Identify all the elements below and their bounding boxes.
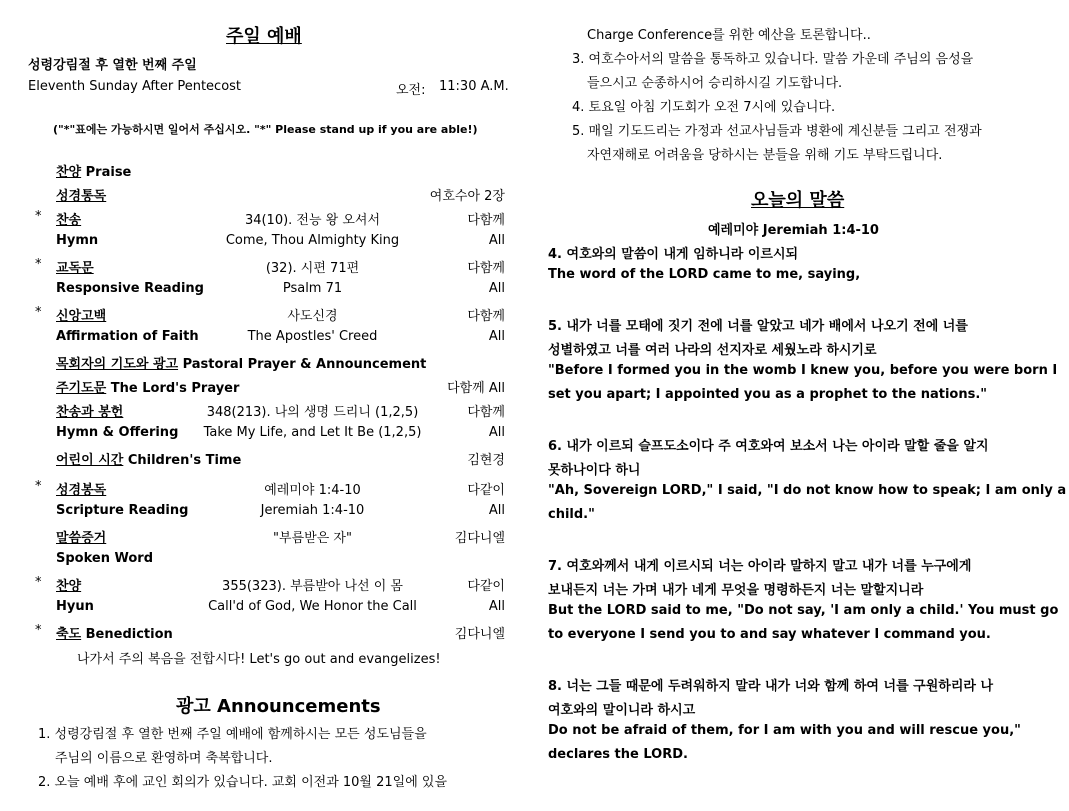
order-item-leader: 다함께 All: [447, 381, 505, 396]
verse-line: 4. 여호와의 말씀이 내게 임하니라 이르시되: [548, 247, 799, 262]
order-item-title: Hyun: [56, 599, 94, 614]
order-item-label: [56, 161, 131, 180]
verse-line: 8. 너는 그들 때문에 두려워하지 말라 내가 너와 함께 하여 너를 구원하리라 나: [548, 679, 994, 694]
order-item-leader: All: [488, 599, 505, 614]
order-item-label: [56, 185, 106, 204]
announcement-line: 자연재해로 어려움을 당하시는 분들을 위해 기도 부탁드립니다.: [587, 148, 943, 163]
order-item-detail: Call'd of God, We Honor the Call: [208, 599, 417, 614]
order-item-detail: 355(323). 부름받아 나선 이 몸: [222, 579, 403, 594]
verse-line: to everyone I send you to and say whatever I command you.: [548, 627, 991, 642]
worship-title: 주일 예배: [226, 26, 302, 47]
verse-line: 7. 여호와께서 내게 이르시되 너는 아이라 말하지 말고 내가 너를 누구에게: [548, 559, 972, 574]
passage-reference: 예레미야 Jeremiah 1:4-10: [708, 223, 879, 238]
order-item-detail: 예레미야 1:4-10: [264, 483, 361, 498]
standing-marker: *: [35, 575, 42, 590]
standing-marker: *: [35, 209, 42, 224]
order-item-detail: (32). 시편 71편: [265, 261, 360, 276]
order-item-title: Responsive Reading: [56, 281, 204, 296]
standing-marker: *: [35, 257, 42, 272]
order-item-label: [56, 353, 426, 372]
announcement-line: Charge Conference를 위한 예산을 토론합니다..: [587, 28, 871, 43]
order-item-leader: All: [488, 233, 505, 248]
verse-line: 보내든지 너는 가며 내가 네게 무엇을 명령하든지 너는 말할지니라: [548, 583, 924, 598]
order-item-title-en: Children's Time: [123, 453, 242, 468]
order-item-detail: 34(10). 전능 왕 오셔서: [244, 213, 381, 228]
standing-marker: *: [35, 479, 42, 494]
order-item-leader: All: [488, 329, 505, 344]
order-item-label: [56, 599, 94, 614]
order-item-label: [56, 401, 123, 420]
order-item-label: [56, 425, 178, 440]
verse-line: The word of the LORD came to me, saying,: [548, 267, 861, 282]
time-label: 오전:: [396, 83, 426, 98]
standing-marker: *: [35, 623, 42, 638]
order-item-leader: All: [488, 281, 505, 296]
order-item-title-en: Benediction: [81, 627, 173, 642]
order-item-title: Scripture Reading: [56, 503, 189, 518]
order-item-leader: 다함께: [467, 213, 505, 228]
verse-line: But the LORD said to me, "Do not say, 'I am only a child.' You must go: [548, 603, 1059, 618]
order-item-title: 교독문: [56, 261, 94, 276]
order-item-leader: All: [488, 425, 505, 440]
announcement-line: 주님의 이름으로 환영하며 축복합니다.: [55, 751, 273, 766]
order-item-title: 찬양: [56, 579, 82, 594]
order-item-title: 목회자의 기도와 광고: [56, 357, 179, 372]
order-item-detail: Come, Thou Almighty King: [225, 233, 400, 248]
announcement-line: 2. 오늘 예배 후에 교인 회의가 있습니다. 교회 이전과 10월 21일에 있을: [38, 775, 448, 790]
order-item-leader: All: [488, 503, 505, 518]
order-item-leader: 다함께: [467, 309, 505, 324]
order-item-label: [56, 503, 188, 518]
verse-line: 5. 내가 너를 모태에 짓기 전에 너를 알았고 네가 배에서 나오기 전에 너를: [548, 319, 968, 334]
order-item-title: 어린이 시간: [56, 453, 124, 468]
order-item-leader: 김다니엘: [454, 627, 505, 642]
order-item-title-en: Praise: [81, 165, 132, 180]
order-item-detail: Jeremiah 1:4-10: [260, 503, 365, 518]
announcement-line: 4. 토요일 아침 기도회가 오전 7시에 있습니다.: [572, 100, 836, 115]
order-item-label: [56, 551, 153, 566]
verse-line: 6. 내가 이르되 슬프도소이다 주 여호와여 보소서 나는 아이라 말할 줄을 알지: [548, 439, 989, 454]
order-item-leader: 김다니엘: [454, 531, 505, 546]
verse-line: "Before I formed you in the womb I knew you, before you were born I: [548, 363, 1058, 378]
todays-word-title: 오늘의 말씀: [751, 190, 845, 211]
order-item-title: Hymn: [56, 233, 99, 248]
order-item-title: 성경봉독: [56, 483, 107, 498]
order-item-leader: 다같이: [467, 483, 505, 498]
order-item-detail: 사도신경: [287, 309, 338, 324]
order-item-title: Hymn & Offering: [56, 425, 179, 440]
verse-line: 못하나이다 하니: [548, 463, 641, 478]
order-item-label: [56, 329, 199, 344]
order-item-leader: 다같이: [467, 579, 505, 594]
order-item-detail: "부름받은 자": [273, 531, 352, 546]
verse-line: set you apart; I appointed you as a prophet to the nations.": [548, 387, 988, 402]
verse-line: Do not be afraid of them, for I am with you and will rescue you,": [548, 723, 1021, 738]
order-item-leader: 여호수아 2장: [429, 189, 505, 204]
order-item-title: 성경통독: [56, 189, 107, 204]
order-item-title: 찬송과 봉헌: [56, 405, 124, 420]
subtitle-english: Eleventh Sunday After Pentecost: [28, 79, 242, 94]
order-item-detail: The Apostles' Creed: [247, 329, 378, 344]
order-item-title-en: Pastoral Prayer & Announcement: [178, 357, 427, 372]
order-item-title: 신앙고백: [56, 309, 107, 324]
order-item-title: Affirmation of Faith: [56, 329, 199, 344]
order-item-label: [56, 377, 239, 396]
announcements-title-ko: 광고: [176, 696, 211, 717]
closing-line: 나가서 주의 복음을 전합시다! Let's go out and evangelizes!: [77, 652, 441, 667]
order-item-label: [56, 575, 81, 594]
order-item-leader: 다함께: [467, 261, 505, 276]
order-item-leader: 다함께: [467, 405, 505, 420]
order-item-label: [56, 257, 94, 276]
standing-marker: *: [35, 305, 42, 320]
order-item-title-en: The Lord's Prayer: [106, 381, 240, 396]
time-value: 11:30 A.M.: [439, 79, 509, 94]
order-item-leader: 김현경: [467, 453, 505, 468]
order-item-title: 말씀증거: [56, 531, 107, 546]
order-item-label: [56, 449, 241, 468]
order-item-label: [56, 623, 173, 642]
subtitle-korean: 성령강림절 후 열한 번째 주일: [28, 58, 197, 73]
order-item-title: 찬송: [56, 213, 82, 228]
verse-line: 성별하였고 너를 여러 나라의 선지자로 세웠노라 하시기로: [548, 343, 877, 358]
announcements-title: [176, 692, 381, 718]
order-item-label: [56, 209, 81, 228]
announcements-title-en: Announcements: [210, 696, 381, 717]
verse-line: "Ah, Sovereign LORD," I said, "I do not know how to speak; I am only a: [548, 483, 1067, 498]
order-item-title: Spoken Word: [56, 551, 154, 566]
order-item-title: 찬양: [56, 165, 82, 180]
order-item-label: [56, 527, 106, 546]
order-item-title: 주기도문: [56, 381, 107, 396]
order-item-label: [56, 479, 106, 498]
order-item-detail: 348(213). 나의 생명 드리니 (1,2,5): [206, 405, 419, 420]
order-item-label: [56, 233, 98, 248]
verse-line: declares the LORD.: [548, 747, 688, 762]
announcement-line: 들으시고 순종하시어 승리하시길 기도합니다.: [587, 76, 843, 91]
announcement-line: 5. 매일 기도드리는 가정과 선교사님들과 병환에 계신분들 그리고 전쟁과: [572, 124, 982, 139]
verse-line: child.": [548, 507, 595, 522]
announcement-line: 3. 여호수아서의 말씀을 통독하고 있습니다. 말씀 가운데 주님의 음성을: [572, 52, 974, 67]
verse-line: 여호와의 말이니라 하시고: [548, 703, 696, 718]
announcement-line: 1. 성령강림절 후 열한 번째 주일 예배에 함께하시는 모든 성도님들을: [38, 727, 427, 742]
order-item-label: [56, 305, 106, 324]
order-item-detail: Take My Life, and Let It Be (1,2,5): [203, 425, 422, 440]
stand-notice: ("*"표에는 가능하시면 일어서 주십시오. "*" Please stand up if you are able!): [53, 123, 478, 136]
order-item-title: 축도: [56, 627, 82, 642]
order-item-detail: Psalm 71: [282, 281, 343, 296]
